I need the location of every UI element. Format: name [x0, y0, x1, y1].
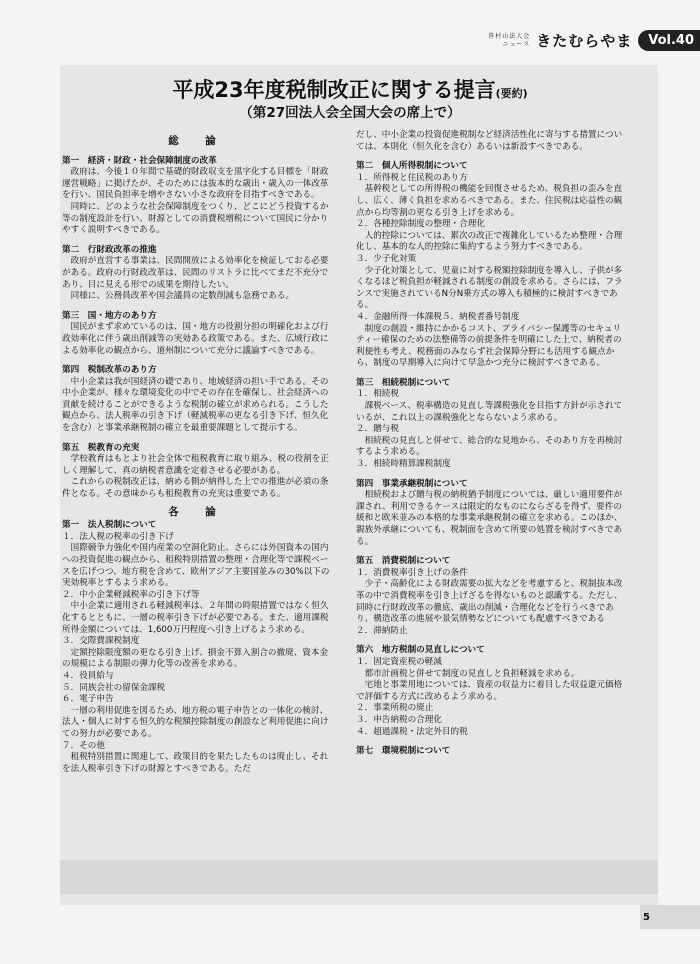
- list-item: １．固定資産税の軽減: [356, 656, 442, 667]
- section: [62, 311, 330, 357]
- title-text: 平成23年度税制改正に関する提言: [172, 78, 496, 102]
- section-heading: 第五 消費税制について: [356, 556, 451, 567]
- paragraph: 租税特別措置に関連して、政策目的を果たしたものは廃止し、それを法人税率引き下げの財源とすべきである。ただ: [62, 752, 329, 774]
- paragraph: 少子化対策として、児童に対する税額控除制度を導入し、子供が多くなるほど税負担が軽減される制度の創設を求める。さらには、フランスで実施されているN分N乗方式の導入も積極的に検討すべきである。: [356, 265, 623, 311]
- paragraph: 国際競争力強化や国内産業の空洞化防止、さらには外国資本の国内への投資促進の観点から、租税特別措置の整理・合理化等で課税ベースを広げつつ、地方税を含めて、欧州アジア主要国並みの30%以下の実効税率とするよう求める。: [62, 543, 330, 589]
- right-column: [356, 130, 626, 758]
- list-item: １．消費税率引き上げの条件: [356, 567, 468, 578]
- list-item: ７．その他: [62, 740, 105, 751]
- list-item: ３．相続時精算課税制度: [356, 459, 451, 470]
- paragraph: だし、中小企業の投資促進税制など経済活性化に寄与する措置については、本則化（恒久化を含む）あるいは新設すべきである。: [356, 130, 623, 152]
- section: [356, 130, 626, 153]
- list-item: ２．各種控除制度の整理・合理化: [356, 219, 485, 230]
- page-subtitle: （第27回法人会全国大会の席上で）: [239, 105, 461, 121]
- paragraph: 学校教育はもとより社会全体で租税教育に取り組み、税の役割を正しく理解して、真の納税者意識を定着させる必要がある。: [62, 454, 329, 476]
- section: [356, 378, 626, 471]
- page-title: [0, 74, 700, 104]
- list-item: ５．同族会社の留保金課税: [62, 682, 166, 693]
- publisher-line1: 笹村山法人会: [488, 32, 531, 40]
- section-heading: 第四 事業承継税制について: [356, 478, 468, 489]
- section-heading: 第三 相続税制について: [356, 377, 451, 388]
- list-item: ３．少子化対策: [356, 253, 417, 264]
- paragraph: 少子・高齢化による財政需要の拡大などを考慮すると、税制抜本改革の中で消費税率を引き上げざるを得ないものと認識する。ただし、同時に行財政改革の徹底、歳出の削減・合理化などを行うべきであり、構造改革の進展や景気情勢などについても配慮すべきである: [356, 579, 623, 625]
- section-heading: 第三 国・地方のあり方: [62, 310, 157, 321]
- paragraph: 相続税および贈与税の納税猶予制度については、厳しい適用要件が課され、利用できるケースは限定的なものにならざるを得ず、要件の緩和と欧米並みの本格的な事業承継税制の確立を求める。このほか、親族外承継についても、税制面を含めて所要の処置を検討すべきである。: [356, 490, 623, 547]
- publisher-label: [488, 33, 530, 49]
- list-item: ４．超過課税・法定外目的税: [356, 726, 468, 737]
- paragraph: これからの税制改正は、納める側が納得した上での推進が必須の条件となる。その意味からも租税教育の充実は重要である。: [62, 477, 329, 500]
- section: [356, 161, 626, 370]
- paragraph: 一層の利用促進を図るため、地方税の電子申告との一体化の検討、法人・個人に対する恒久的な税額控除制度の創設など利用促進に向けての努力が必要である。: [62, 705, 329, 739]
- section-heading: 第一 経済・財政・社会保障制度の改革: [62, 155, 217, 166]
- section: [356, 479, 626, 549]
- paragraph: 国民がまず求めているのは、国・地方の役割分担の明確化および行政効率化に伴う歳出削減等の実効ある政策である。また、広域行政による効率化の観点から、道州制について充分に議論すべきである。: [62, 322, 329, 356]
- section-heading: 第二 行財政改革の推進: [62, 244, 157, 255]
- list-item: １．所得税と住民税のあり方: [356, 172, 468, 183]
- paragraph: 相続税の見直しと併せて、総合的な見地から、そのあり方を再検討するよう求める。: [356, 435, 623, 458]
- detailed-heading: 各 論: [168, 505, 224, 518]
- general-heading: 総 論: [168, 135, 224, 147]
- volume-badge: Vol.40: [638, 30, 700, 51]
- paragraph: 同様に、公務員改革や国会議員の定数削減も急務である。: [70, 291, 295, 302]
- paragraph: 課税ベース、税率構造の見直し等課税強化を目指す方針が示されているが、これ以上の課税強化とならないよう求める。: [356, 401, 623, 423]
- section: [356, 556, 626, 637]
- paragraph: 制度の創設・維持にかかるコスト、プライバシー保護等のセキュリティー確保のための法整備等の前提条件を明確にした上で、納税者の利便性も考え、税務面のみならず社会保障分野にも活用する観点から、制度の早期導入に向けて早急かつ充分に検討すべきである。: [356, 323, 622, 369]
- section-heading: 第七 環境税制について: [356, 746, 451, 757]
- list-item: ６．電子申告: [62, 694, 114, 705]
- paragraph: 中小企業は我が国経済の礎であり、地域経済の担い手である。その中小企業が、様々な環境変化の中でその存在を確保し、社会経済への貢献を続けることができるような税制の確立が求められる。こうした観点から、法人税率の引き下げ（軽減税率の更なる引き下げ、恒久化を含む）と事業承継税制の確立を最重要課題として提示する。: [62, 376, 329, 434]
- paragraph: 政府が直営する事業は、民間開放による効率化を検証しておる必要がある。政府の行財政改革は、民間のリストラに比べてまだ不充分であり、目に見える形での成果を期待したい。: [62, 256, 329, 290]
- section-heading: 第一 法人税制について: [62, 520, 157, 531]
- paragraph: 定額控除限度額の更なる引き上げ、損金不算入割合の撤廃、資本金の規模による制限の弾力化等の改善を求める。: [62, 647, 329, 670]
- section: [356, 645, 626, 738]
- title-suffix: (要約): [495, 87, 528, 100]
- section-heading: 第五 税教育の充実: [62, 442, 140, 453]
- left-column: [62, 130, 330, 775]
- section-heading: 第四 税制改革のあり方: [62, 365, 157, 376]
- list-item: ２．事業所税の廃止: [356, 703, 434, 714]
- section: [62, 520, 330, 775]
- section-heading: 第六 地方税制の見直しについて: [356, 645, 485, 656]
- list-item: １．相続税: [356, 389, 399, 400]
- list-item: ３．申告納税の合理化: [356, 714, 442, 725]
- paragraph: 都市計画税と併せて制度の見直しと負担軽減を求める。: [364, 668, 580, 679]
- publisher-line2: ニュース: [502, 40, 531, 48]
- newsletter-name: きたむらやま: [536, 32, 633, 50]
- list-item: ４．金融所得一体課税５．納税者番号制度: [356, 311, 520, 322]
- newsletter-header: [488, 30, 694, 51]
- list-item: ２．贈与税: [356, 424, 399, 435]
- section: [62, 245, 330, 303]
- paragraph: 基幹税としての所得税の機能を回復させるため、税負担の歪みを直し、広く、薄く負担を求めるべきである。また、住民税は応益性の観点から均等割の更なる引き上げを求める。: [356, 184, 623, 218]
- paragraph: 政府は、今後１０年間で基礎的財政収支を黒字化する目標を「財政運営戦略」に掲げたが、そのためには抜本的な歳出・歳入の一体改革を行い、国民負担率を増やさない小さな政府を目指すべきである。: [62, 167, 329, 201]
- list-item: ２．滞納防止: [356, 625, 408, 636]
- section: [62, 365, 330, 435]
- page-number: 5: [643, 912, 650, 923]
- section: [62, 443, 330, 501]
- paragraph: 中小企業に適用される軽減税率は、２年間の時限措置ではなく恒久化するとともに、一層の税率引き下げが必要である。また、適用課税所得金額については、1,600万円程度へ引き上げるよう求める。: [62, 601, 329, 635]
- paragraph: 同時に、どのような社会保障制度をつくり、どこにどう投資するか等の制度設計を行い、財源としての消費税増税について国民に分かりやすく説明すべきである。: [62, 201, 329, 236]
- section-heading: 第二 個人所得税制について: [356, 161, 468, 172]
- list-item: ２．中小企業軽減税率の引き下げ等: [62, 589, 200, 600]
- list-item: ４．役員給与: [62, 670, 114, 681]
- background-ad-bar: [60, 860, 658, 894]
- section: [62, 156, 330, 237]
- paragraph: 人的控除については、累次の改正で複雑化しているため整理・合理化し、基本的な人的控除に集約するよう努力すべきである。: [356, 230, 623, 253]
- list-item: １．法人税の税率の引き下げ: [62, 531, 174, 542]
- section: [356, 746, 626, 758]
- paragraph: 宅地と事業用地については、資産の収益力に着目した収益還元価格で評価する方式に改めるよう求める。: [356, 680, 623, 702]
- list-item: ３．交際費課税制度: [62, 636, 140, 647]
